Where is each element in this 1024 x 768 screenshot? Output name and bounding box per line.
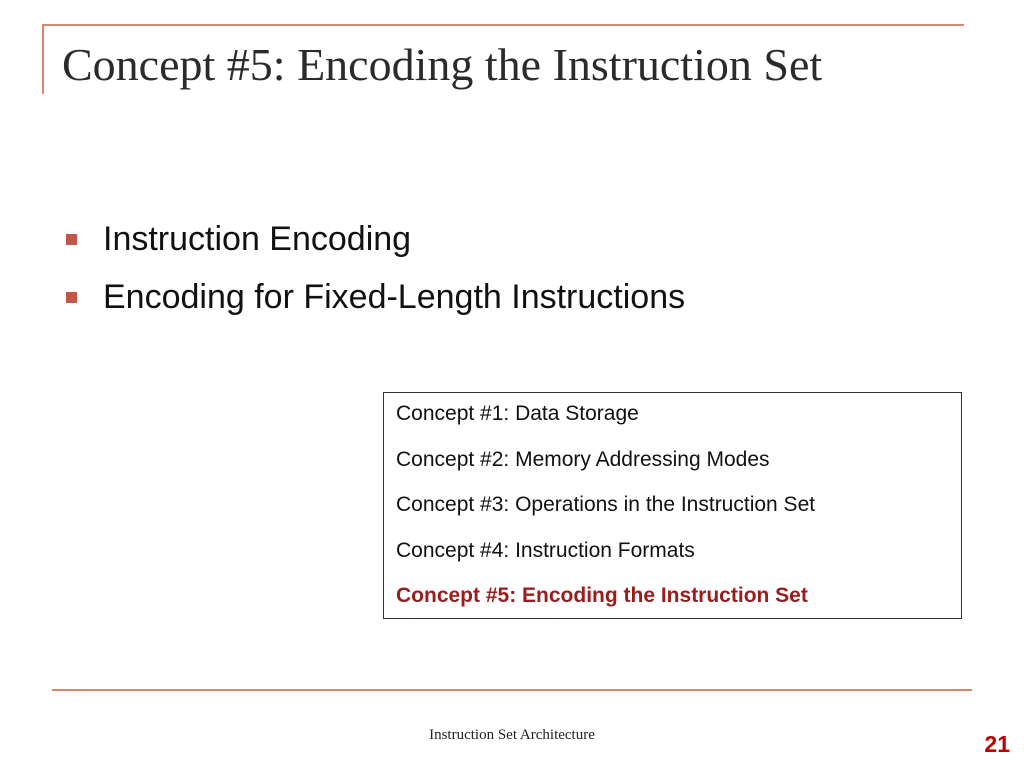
bullet-list	[62, 210, 685, 326]
footer-title: Instruction Set Architecture	[429, 727, 595, 743]
concept-item-3: Concept #3: Operations in the Instruction Set	[396, 493, 816, 517]
concept-item-4: Concept #4: Instruction Formats	[396, 538, 695, 562]
corner-bracket-horizontal	[42, 24, 964, 26]
slide-title: Concept #5: Encoding the Instruction Set	[62, 39, 823, 90]
bullet-item	[62, 210, 685, 268]
concept-item-2: Concept #2: Memory Addressing Modes	[396, 447, 770, 471]
bullet-item	[62, 268, 685, 326]
concept-outline-box	[383, 392, 962, 619]
square-bullet-icon	[66, 292, 77, 303]
concept-item-5-current: Concept #5: Encoding the Instruction Set	[396, 584, 808, 608]
footer-divider	[52, 689, 972, 691]
bullet-text: Encoding for Fixed-Length Instructions	[103, 277, 686, 316]
corner-bracket-vertical	[42, 24, 44, 94]
page-number: 21	[984, 731, 1010, 757]
square-bullet-icon	[66, 234, 77, 245]
concept-item-1: Concept #1: Data Storage	[396, 402, 639, 425]
bullet-text: Instruction Encoding	[103, 219, 412, 258]
